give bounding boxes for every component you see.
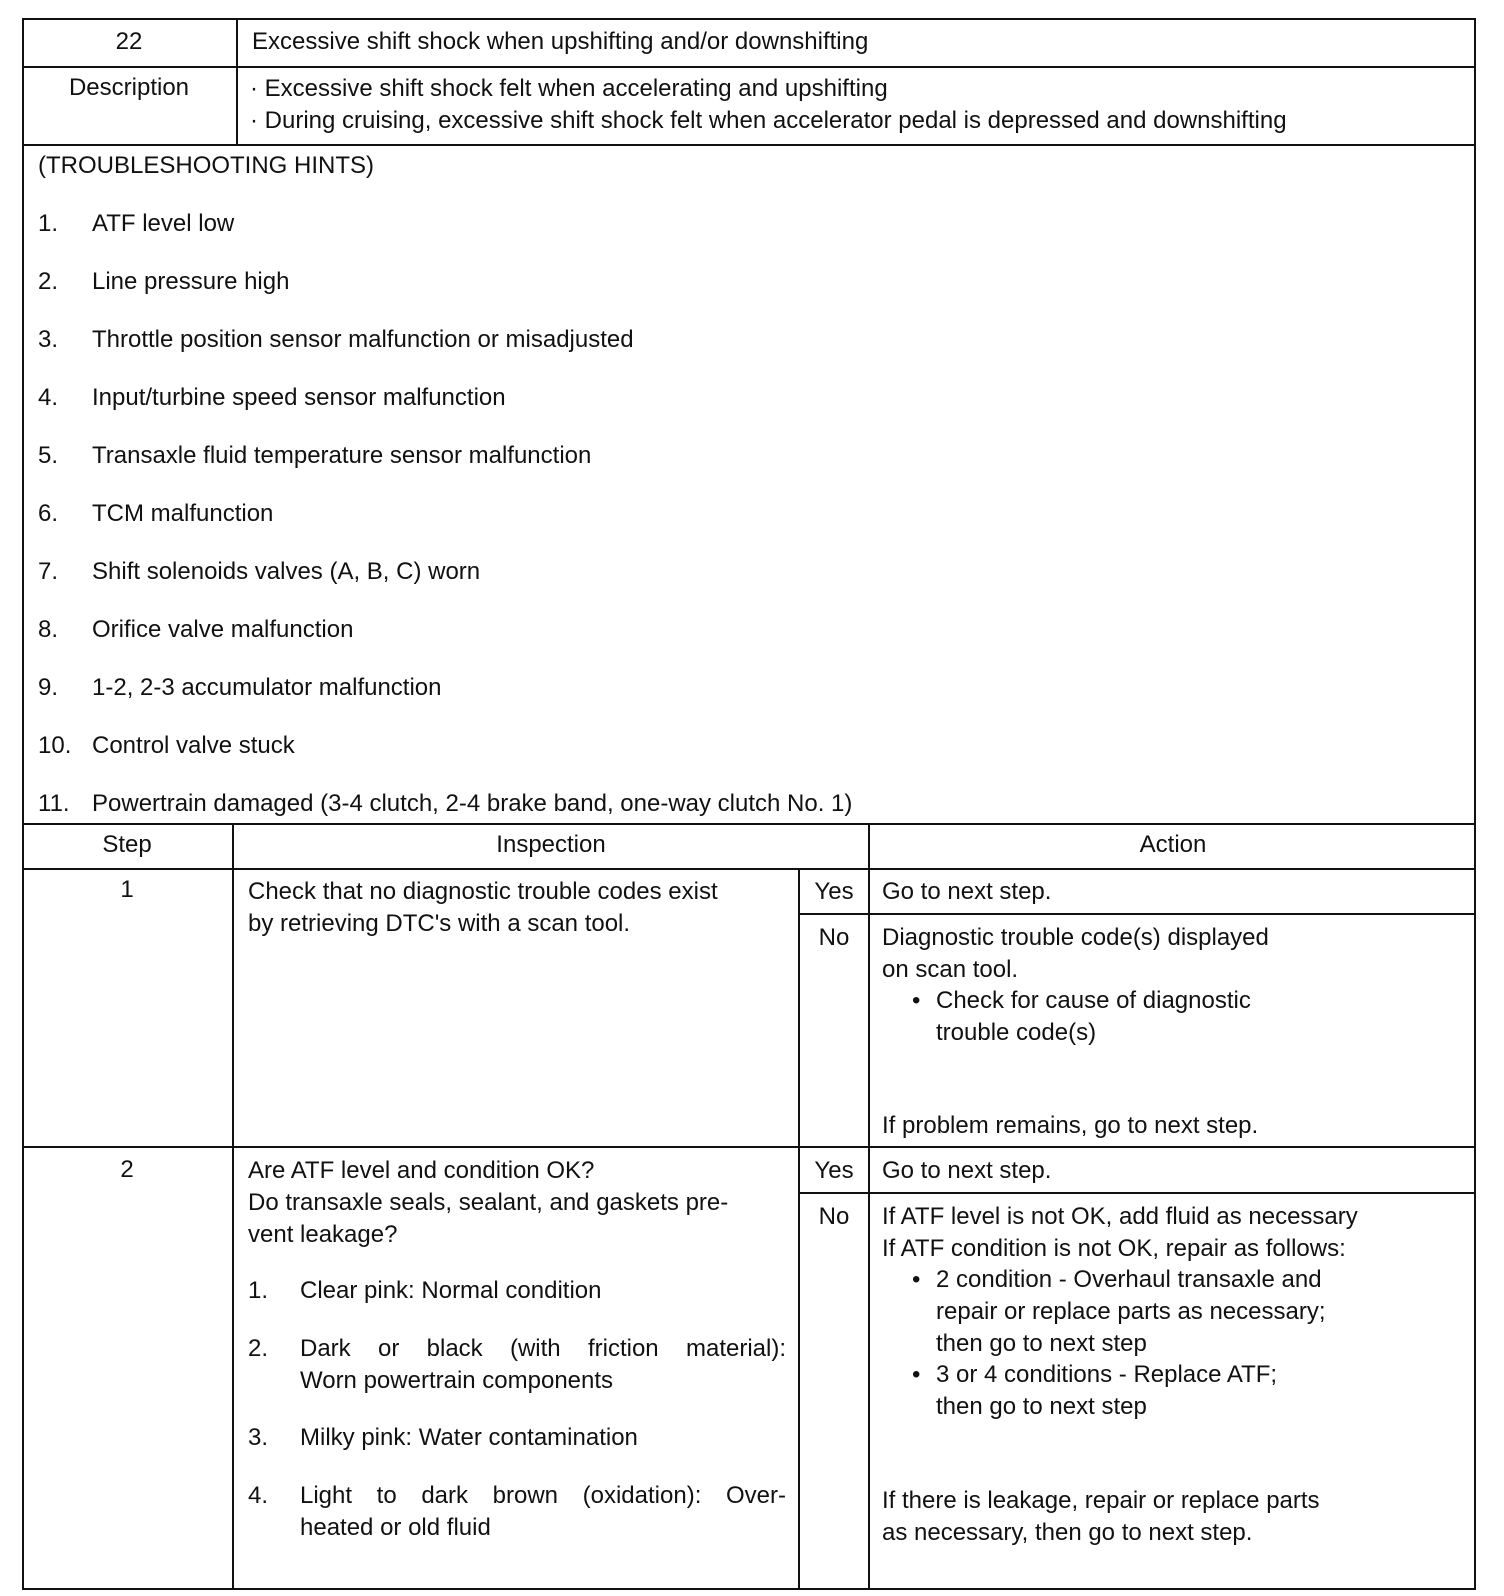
bullet-icon: • <box>912 987 921 1014</box>
border-top <box>22 18 1476 20</box>
description-line: · During cruising, excessive shift shock felt when accelerator pedal is depressed and downshifting <box>250 107 1287 134</box>
hint-number: 4. <box>38 384 59 411</box>
column-header-action: Action <box>1139 831 1207 858</box>
yes-action: Go to next step. <box>882 878 1052 905</box>
description-label: Description <box>68 74 190 101</box>
divider-step1 <box>22 1146 1476 1148</box>
hint-text: ATF level low <box>92 210 235 237</box>
no-action-line: Diagnostic trouble code(s) displayed <box>882 924 1269 951</box>
no-bullet-line: then go to next step <box>936 1330 1147 1357</box>
hint-text: Powertrain damaged (3-4 clutch, 2-4 brake band, one-way clutch No. 1) <box>92 790 853 817</box>
hint-text: Orifice valve malfunction <box>92 616 354 643</box>
no-bullet-line: repair or replace parts as necessary; <box>936 1298 1326 1325</box>
divider-title <box>22 66 1476 68</box>
condition-line: Milky pink: Water contamination <box>300 1424 638 1451</box>
condition-line: Worn powertrain components <box>300 1367 614 1394</box>
no-label: No <box>818 924 850 951</box>
step-number: 2 <box>120 1156 134 1183</box>
hint-number: 10. <box>38 732 72 759</box>
hint-text: Control valve stuck <box>92 732 295 759</box>
divider-step-col <box>232 823 234 1590</box>
inspection-line: Do transaxle seals, sealant, and gaskets pre- <box>248 1189 729 1216</box>
yes-action: Go to next step. <box>882 1157 1052 1184</box>
hint-number: 5. <box>38 442 59 469</box>
no-bullet-line: then go to next step <box>936 1393 1147 1420</box>
step-number: 1 <box>120 876 134 903</box>
condition-line: Dark or black (with friction material): <box>300 1335 786 1362</box>
border-right <box>1474 18 1476 1590</box>
hint-text: TCM malfunction <box>92 500 274 527</box>
condition-number: 4. <box>248 1482 269 1509</box>
no-action-footer: If problem remains, go to next step. <box>882 1112 1259 1139</box>
condition-line: heated or old fluid <box>300 1514 491 1541</box>
hint-text: Throttle position sensor malfunction or misadjusted <box>92 326 634 353</box>
bullet-icon: • <box>912 1266 921 1293</box>
inspection-line: Are ATF level and condition OK? <box>248 1157 595 1184</box>
inspection-line: vent leakage? <box>248 1221 398 1248</box>
condition-number: 3. <box>248 1424 269 1451</box>
column-header-inspection: Inspection <box>496 831 606 858</box>
hint-text: Transaxle fluid temperature sensor malfunction <box>92 442 592 469</box>
condition-line: Light to dark brown (oxidation): Over- <box>300 1482 786 1509</box>
description-line: · Excessive shift shock felt when accelerating and upshifting <box>250 75 888 102</box>
divider-step1-yes <box>798 913 1476 915</box>
no-bullet-line: Check for cause of diagnostic <box>936 987 1251 1014</box>
hint-number: 9. <box>38 674 59 701</box>
condition-number: 1. <box>248 1277 269 1304</box>
hint-text: Input/turbine speed sensor malfunction <box>92 384 506 411</box>
divider-action-col <box>868 823 870 1590</box>
hint-text: Shift solenoids valves (A, B, C) worn <box>92 558 481 585</box>
bullet-icon: • <box>912 1361 921 1388</box>
inspection-line: Check that no diagnostic trouble codes exist <box>248 878 718 905</box>
hint-number: 6. <box>38 500 59 527</box>
border-left <box>22 18 24 1590</box>
no-action-footer: If there is leakage, repair or replace parts <box>882 1487 1320 1514</box>
problem-number: 22 <box>115 28 143 55</box>
no-label: No <box>818 1203 850 1230</box>
no-action-line: on scan tool. <box>882 956 1019 983</box>
yes-label: Yes <box>814 878 854 905</box>
troubleshooting-table <box>22 18 1476 1590</box>
no-action-line: If ATF level is not OK, add fluid as necessary <box>882 1203 1358 1230</box>
hint-number: 7. <box>38 558 59 585</box>
condition-line: Clear pink: Normal condition <box>300 1277 602 1304</box>
hint-text: Line pressure high <box>92 268 290 295</box>
hint-number: 11. <box>38 790 70 817</box>
no-bullet-line: trouble code(s) <box>936 1019 1097 1046</box>
hint-number: 1. <box>38 210 59 237</box>
divider-header-col <box>236 18 238 146</box>
condition-number: 2. <box>248 1335 269 1362</box>
divider-col-headers <box>22 868 1476 870</box>
divider-hints <box>22 823 1476 825</box>
hints-title: (TROUBLESHOOTING HINTS) <box>38 152 375 179</box>
inspection-line: by retrieving DTC's with a scan tool. <box>248 910 631 937</box>
hint-number: 8. <box>38 616 59 643</box>
divider-description <box>22 144 1476 146</box>
no-action-line: If ATF condition is not OK, repair as follows: <box>882 1235 1346 1262</box>
column-header-step: Step <box>102 831 152 858</box>
no-bullet-line: 2 condition - Overhaul transaxle and <box>936 1266 1322 1293</box>
hint-text: 1-2, 2-3 accumulator malfunction <box>92 674 442 701</box>
hint-number: 2. <box>38 268 59 295</box>
no-action-footer: as necessary, then go to next step. <box>882 1519 1253 1546</box>
no-bullet-line: 3 or 4 conditions - Replace ATF; <box>936 1361 1278 1388</box>
border-bottom <box>22 1588 1476 1590</box>
divider-step2-yes <box>798 1192 1476 1194</box>
yes-label: Yes <box>814 1157 854 1184</box>
hint-number: 3. <box>38 326 59 353</box>
problem-title: Excessive shift shock when upshifting and/or downshifting <box>252 28 869 55</box>
